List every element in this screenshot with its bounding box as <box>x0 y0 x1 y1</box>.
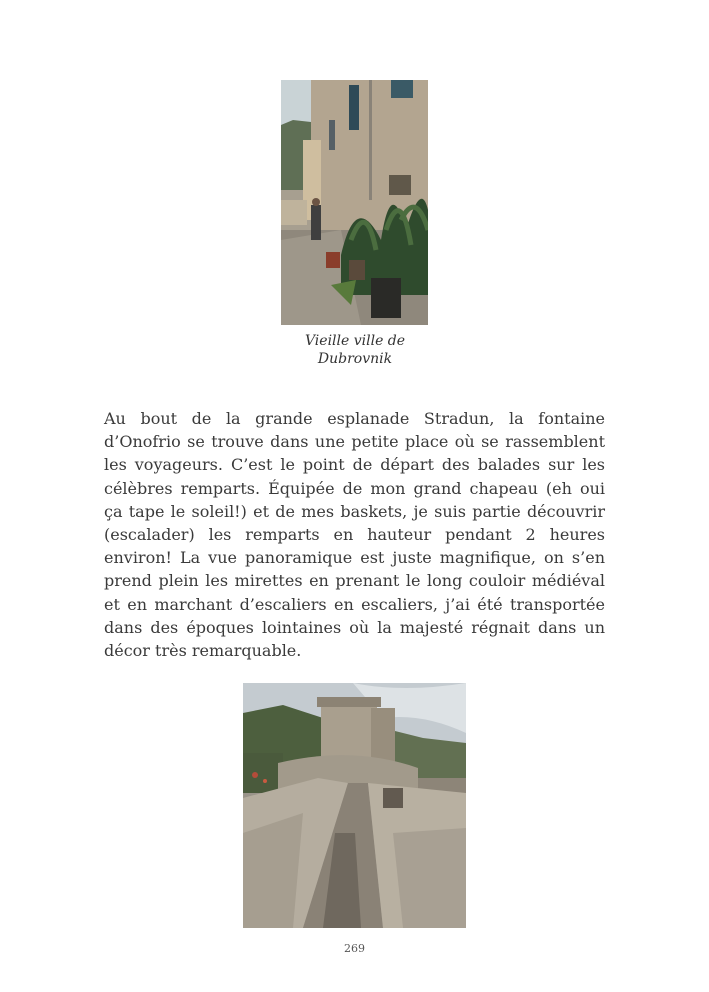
page-number: 269 <box>344 942 365 955</box>
ramparts-photo <box>243 683 466 928</box>
caption-line-2: Dubrovnik <box>317 351 393 367</box>
body-paragraph: Au bout de la grande esplanade Stradun, la fontaine d’Onofrio se trouve dans une petite place où se rassemblent les voyageurs. C’est le point de départ des balades sur les célèbres remparts. Équipée de mon grand chapeau (eh oui ça tape le soleil!) et de mes baskets, je suis partie découvrir (escalader) les remparts en hauteur pendant 2 heures environ! La vue panoramique est juste magnifique, on s’en prend plein les mirettes en prenant le long couloir médiéval et en marchant d’escaliers en escaliers, j’ai été transportée dans des époques lointaines où la majesté régnait dans un décor très remarquable. <box>104 409 605 661</box>
figure-caption <box>255 332 455 368</box>
old-town-photo <box>281 80 428 325</box>
caption-line-1: Vieille ville de <box>304 333 406 349</box>
